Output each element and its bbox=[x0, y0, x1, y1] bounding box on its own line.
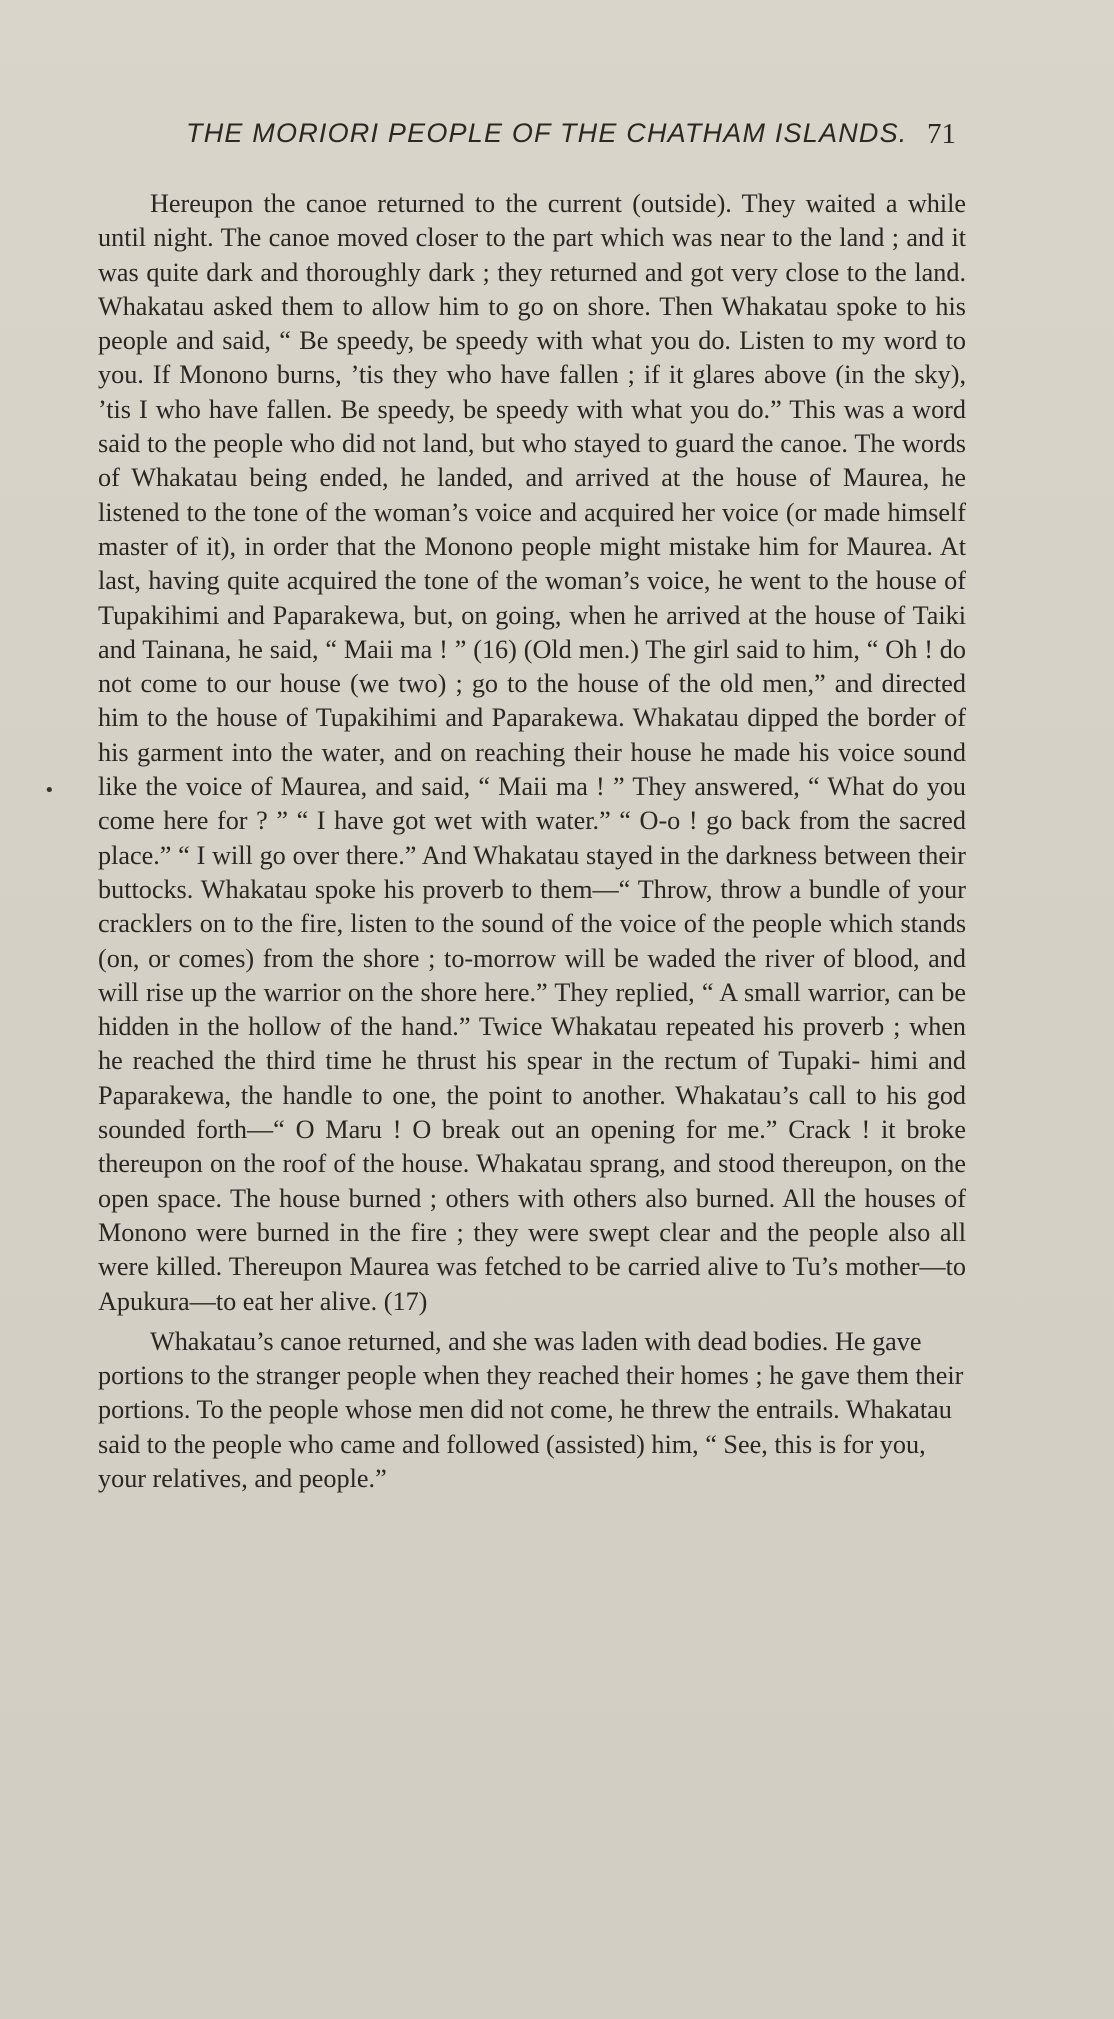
p1-line-38: also all were killed. Thereupon Maurea was fetched to be carried bbox=[98, 1217, 967, 1282]
p1-line-37: Monono were burned in the fire ; they were swept clear and the people bbox=[98, 1217, 879, 1247]
p2-line-6: and people.” bbox=[254, 1463, 387, 1493]
p1-line-28: will be waded the river of blood, and will rise up the warrior on the bbox=[98, 943, 966, 1007]
p1-line-27: of the people which stands (on, or comes) from the shore ; to-morrow bbox=[98, 909, 967, 973]
p1-line-3: was near to the land ; and it was quite dark and thoroughly dark ; bbox=[98, 223, 967, 287]
p1-line-33: Whakatau’s call to his god sounded forth—“ O Maru ! O break out an bbox=[98, 1080, 967, 1145]
p2-line-2: He gave portions to the stranger people when they reached their bbox=[98, 1326, 922, 1391]
p1-line-36: house burned ; others with others also burned. All the houses of bbox=[279, 1183, 966, 1213]
p1-line-13: of it), in order that the Monono people might mistake him for Maurea. bbox=[176, 531, 933, 561]
p1-line-11: he landed, and arrived at the house of Maurea, he listened to the tone bbox=[98, 463, 966, 527]
p1-line-2: waited a while until night. The canoe moved closer to the part which bbox=[98, 189, 967, 253]
p1-line-6: said, “ Be speedy, be speedy with what you do. Listen to my word to bbox=[222, 326, 966, 356]
page-body bbox=[98, 187, 966, 1496]
p2-line-5: came and followed (assisted) him, “ See, this is for you, your relatives, bbox=[98, 1429, 926, 1493]
p1-line-31: he reached the third time he thrust his spear in the rectum of Tupaki- bbox=[98, 1046, 861, 1076]
p2-line-3: homes ; he gave them their portions. To the people whose men did bbox=[98, 1361, 964, 1425]
p1-line-35: Whakatau sprang, and stood thereupon, on the open space. The bbox=[98, 1149, 966, 1213]
p2-line-1: Whakatau’s canoe returned, and she was laden with dead bodies. bbox=[150, 1326, 829, 1356]
p1-line-20: of his garment into the water, and on reaching their house he made bbox=[98, 703, 966, 767]
p1-line-21: his voice sound like the voice of Maurea, and said, “ Maii ma ! ” bbox=[98, 737, 966, 802]
p1-line-7: you. If Monono burns, ’tis they who have fallen ; if it glares above bbox=[98, 360, 827, 390]
p1-line-34: opening for me.” Crack ! it broke thereupon on the roof of the house. bbox=[98, 1115, 966, 1179]
p1-line-17: (Old men.) The girl said to him, “ Oh ! do not come to our house bbox=[98, 634, 966, 699]
p1-line-26: bundle of your cracklers on to the fire, listen to the sound of the voice bbox=[98, 874, 966, 939]
page-number: 71 bbox=[927, 118, 956, 150]
p1-line-8: (in the sky), ’tis I who have fallen. Be speedy, be speedy with what bbox=[98, 360, 966, 424]
p1-line-12: of the woman’s voice and acquired her voice (or made himself master bbox=[98, 497, 966, 561]
p1-line-30: hollow of the hand.” Twice Whakatau repeated his proverb ; when bbox=[248, 1012, 967, 1042]
p1-line-10: who stayed to guard the canoe. The words of Whakatau being ended, bbox=[98, 429, 966, 493]
p1-line-23: with water.” “ O-o ! go back from the sacred place.” “ I will go bbox=[98, 806, 966, 870]
p1-line-25: buttocks. Whakatau spoke his proverb to them—“ Throw, throw a bbox=[98, 874, 802, 904]
p1-line-32: himi and Paparakewa, the handle to one, the point to another. bbox=[98, 1046, 966, 1110]
p1-line-15: to the house of Tupakihimi and Paparakewa, but, on going, when he bbox=[98, 566, 967, 630]
p1-line-1: Hereupon the canoe returned to the current (outside). They bbox=[150, 189, 796, 218]
p2-line-4: not come, he threw the entrails. Whakatau said to the people who bbox=[98, 1395, 952, 1459]
p1-line-29: shore here.” They replied, “ A small warrior, can be hidden in the bbox=[98, 977, 966, 1042]
p1-line-22: They answered, “ What do you come here for ? ” “ I have got wet bbox=[98, 772, 966, 836]
p1-line-5: to allow him to go on shore. Then Whakatau spoke to his people and bbox=[98, 291, 966, 356]
p1-line-24: over there.” And Whakatau stayed in the darkness between their bbox=[292, 840, 967, 870]
paragraph-1 bbox=[98, 187, 966, 1319]
margin-mark: • bbox=[44, 780, 55, 801]
p1-line-18: (we two) ; go to the house of the old men,” and directed him to the bbox=[98, 669, 966, 733]
p1-line-9: you do.” This was a word said to the people who did not land, but bbox=[98, 394, 966, 459]
p1-line-19: house of Tupakihimi and Paparakewa. Whakatau dipped the border bbox=[216, 703, 936, 733]
p1-line-4: they returned and got very close to the land. Whakatau asked them bbox=[98, 257, 966, 321]
p1-line-16: arrived at the house of Taiki and Tainana, he said, “ Maii ma ! ” (16) bbox=[98, 600, 967, 664]
p1-line-39: alive to Tu’s mother—to Apukura—to eat her alive. (17) bbox=[98, 1252, 966, 1316]
running-header: THE MORIORI PEOPLE OF THE CHATHAM ISLANDS. bbox=[186, 118, 908, 148]
paragraph-2 bbox=[98, 1325, 966, 1496]
p1-line-14: At last, having quite acquired the tone of the woman’s voice, he went bbox=[98, 531, 966, 596]
